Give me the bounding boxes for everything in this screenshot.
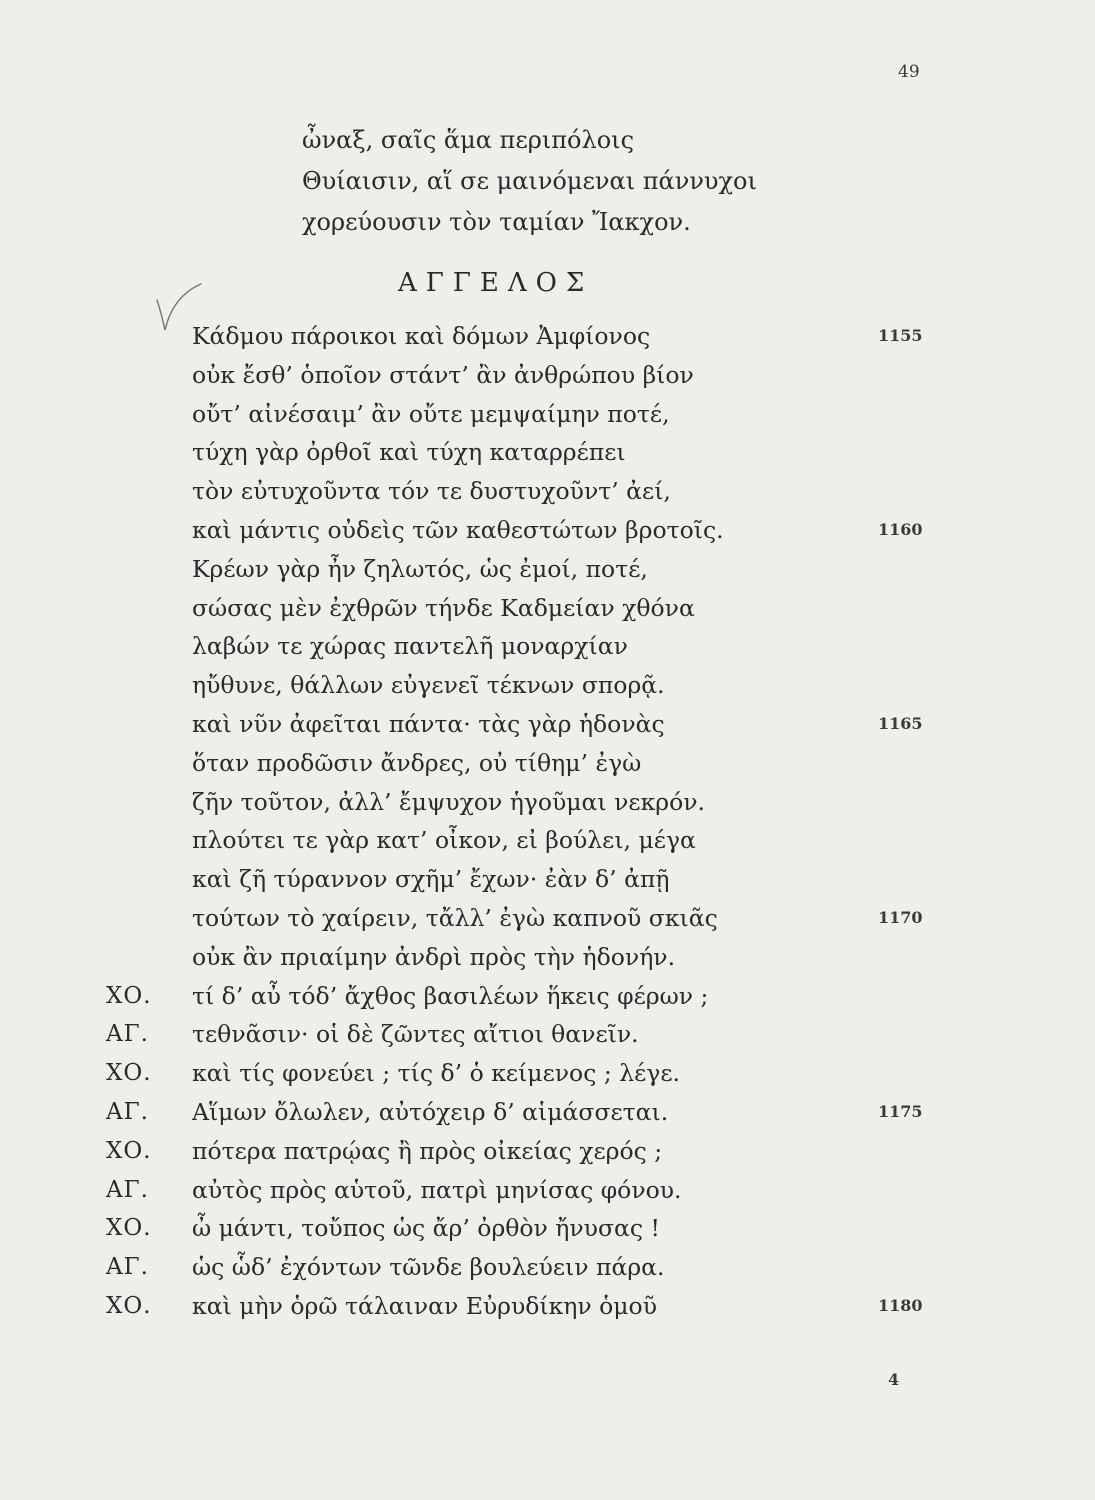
verse-row — [0, 511, 1095, 550]
page-number: 49 — [898, 62, 920, 82]
speaker-label: ΑΓ. — [106, 1098, 149, 1125]
verse-text: καὶ νῦν ἀφεῖται πάντα· τὰς γὰρ ἡδονὰς — [192, 709, 665, 738]
verse-row — [0, 627, 1095, 666]
verse-row — [0, 472, 1095, 511]
verse-text: ὅταν προδῶσιν ἄνδρες, οὐ τίθημ’ ἐγὼ — [192, 748, 642, 777]
speaker-label: ΧΟ. — [106, 1137, 152, 1164]
ode-line: Θυίαισιν, αἵ σε μαινόμεναι πάννυχοι — [302, 167, 757, 195]
verse-text: καὶ μὴν ὁρῶ τάλαιναν Εὐρυδίκην ὁμοῦ — [192, 1291, 657, 1320]
signature-mark: 4 — [888, 1370, 900, 1389]
verse-text: ηὔθυνε, θάλλων εὐγενεῖ τέκνων σπορᾷ. — [192, 671, 665, 700]
verse-text: πότερα πατρῴας ἢ πρὸς οἰκείας χερός ; — [192, 1136, 663, 1165]
verse-row — [0, 744, 1095, 783]
verse-text: καὶ τίς φονεύει ; τίς δ’ ὁ κείμενος ; λέγε. — [192, 1059, 680, 1088]
verse-text: ὦ μάντι, τοὔπος ὡς ἄρ’ ὀρθὸν ἤνυσας ! — [192, 1214, 660, 1243]
verse-row — [0, 1209, 1095, 1248]
verse-row — [0, 1015, 1095, 1054]
dialogue — [0, 317, 1095, 1326]
verse-text: τύχη γὰρ ὀρθοῖ καὶ τύχη καταρρέπει — [192, 438, 626, 467]
verse-row — [0, 705, 1095, 744]
verse-row — [0, 317, 1095, 356]
verse-row — [0, 860, 1095, 899]
verse-row — [0, 589, 1095, 628]
line-number: 1170 — [878, 907, 923, 927]
speaker-label: ΑΓ. — [106, 1021, 149, 1048]
verse-text: ζῆν τοῦτον, ἀλλ’ ἔμψυχον ἡγοῦμαι νεκρόν. — [192, 787, 705, 816]
speaker-label: ΑΓ. — [106, 1254, 149, 1281]
verse-text: σώσας μὲν ἐχθρῶν τήνδε Καδμείαν χθόνα — [192, 593, 695, 622]
verse-text: τούτων τὸ χαίρειν, τἄλλ’ ἐγὼ καπνοῦ σκιᾶς — [192, 903, 718, 932]
verse-row — [0, 1248, 1095, 1287]
verse-row — [0, 1171, 1095, 1210]
verse-row — [0, 899, 1095, 938]
verse-row — [0, 395, 1095, 434]
verse-row — [0, 821, 1095, 860]
line-number: 1160 — [878, 519, 923, 539]
verse-row — [0, 1093, 1095, 1132]
verse-text: καὶ ζῆ τύραννον σχῆμ’ ἔχων· ἐὰν δ’ ἀπῇ — [192, 865, 670, 894]
verse-text: οὔτ’ αἰνέσαιμ’ ἂν οὔτε μεμψαίμην ποτέ, — [192, 399, 670, 428]
verse-text: Κρέων γὰρ ἦν ζηλωτός, ὡς ἐμοί, ποτέ, — [192, 554, 648, 583]
verse-text: αὐτὸς πρὸς αὑτοῦ, πατρὶ μηνίσας φόνου. — [192, 1175, 682, 1204]
line-number: 1155 — [878, 326, 923, 345]
verse-text: λαβών τε χώρας παντελῆ μοναρχίαν — [192, 632, 628, 661]
verse-text: τὸν εὐτυχοῦντα τόν τε δυστυχοῦντ’ ἀεί, — [192, 477, 671, 506]
verse-text: τεθνᾶσιν· οἱ δὲ ζῶντες αἴτιοι θανεῖν. — [192, 1020, 639, 1049]
verse-text: πλούτει τε γὰρ κατ’ οἶκον, εἰ βούλει, μέγα — [192, 826, 696, 855]
verse-row — [0, 433, 1095, 472]
verse-text: Αἵμων ὄλωλεν, αὐτόχειρ δ’ αἱμάσσεται. — [192, 1097, 669, 1126]
verse-row — [0, 977, 1095, 1016]
line-number: 1175 — [878, 1101, 923, 1121]
speaker-heading: ΑΓΓΕΛΟΣ — [398, 268, 594, 298]
line-number: 1165 — [878, 713, 923, 733]
ode-line: χορεύουσιν τὸν ταμίαν Ἴακχον. — [302, 208, 691, 236]
speaker-label: ΧΟ. — [106, 1292, 152, 1319]
verse-row — [0, 783, 1095, 822]
verse-text: οὐκ ἔσθ’ ὁποῖον στάντ’ ἂν ἀνθρώπου βίον — [192, 360, 694, 389]
speaker-label: ΧΟ. — [106, 982, 152, 1009]
verse-text: οὐκ ἂν πριαίμην ἀνδρὶ πρὸς τὴν ἡδονήν. — [192, 942, 676, 971]
verse-text: Κάδμου πάροικοι καὶ δόμων Ἀμφίονος — [192, 322, 651, 350]
verse-row — [0, 1287, 1095, 1326]
ode-stanza — [302, 120, 757, 243]
speaker-label: ΧΟ. — [106, 1060, 152, 1087]
line-number: 1180 — [878, 1295, 923, 1315]
verse-row — [0, 1054, 1095, 1093]
verse-text: τί δ’ αὖ τόδ’ ἄχθος βασιλέων ἥκεις φέρων ; — [192, 981, 709, 1010]
verse-text: καὶ μάντις οὐδεὶς τῶν καθεστώτων βροτοῖς. — [192, 515, 724, 544]
speaker-label: ΧΟ. — [106, 1215, 152, 1242]
verse-row — [0, 666, 1095, 705]
verse-text: ὡς ὧδ’ ἐχόντων τῶνδε βουλεύειν πάρα. — [192, 1253, 665, 1282]
verse-row — [0, 356, 1095, 395]
speaker-label: ΑΓ. — [106, 1176, 149, 1203]
verse-row — [0, 938, 1095, 977]
ode-line: ὦναξ, σαῖς ἅμα περιπόλοις — [302, 126, 635, 154]
verse-row — [0, 550, 1095, 589]
verse-row — [0, 1132, 1095, 1171]
